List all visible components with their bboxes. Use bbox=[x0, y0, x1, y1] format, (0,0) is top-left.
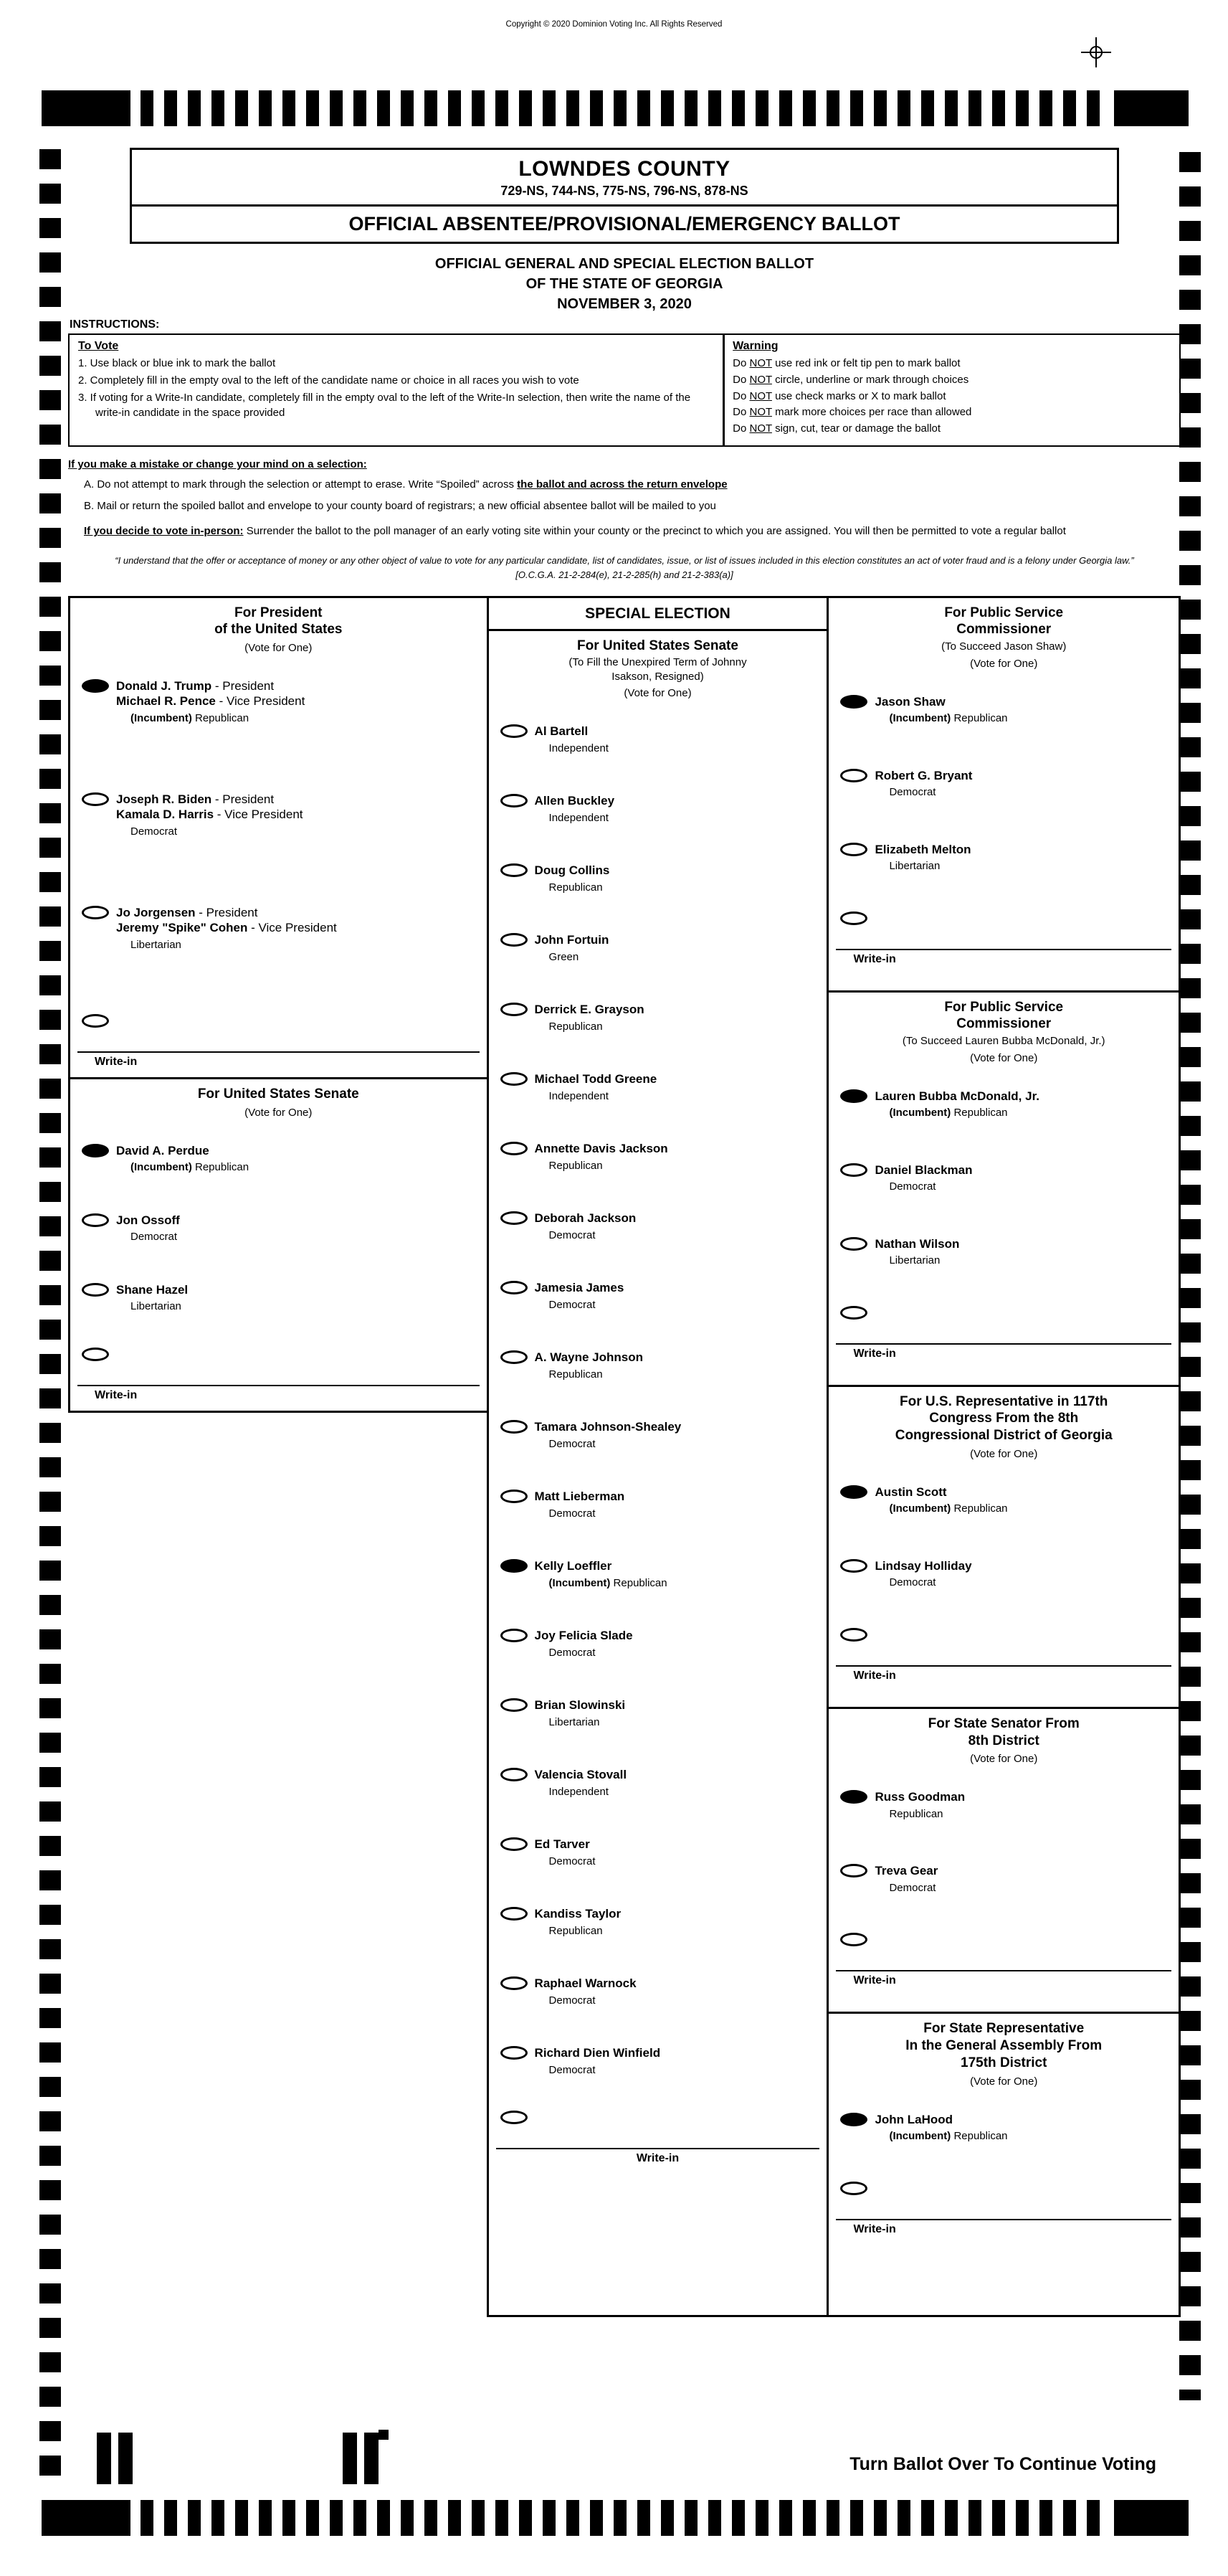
race-title: In the General Assembly From bbox=[905, 2038, 1103, 2054]
write-in-line[interactable] bbox=[496, 2148, 820, 2149]
write-in-line[interactable] bbox=[836, 1665, 1171, 1667]
write-in-oval[interactable] bbox=[840, 911, 867, 925]
print-mark-square bbox=[379, 2430, 389, 2440]
race-psc-shaw bbox=[829, 598, 1179, 990]
race-header bbox=[70, 1079, 487, 1126]
to-vote-title: To Vote bbox=[78, 340, 119, 352]
race-title: 8th District bbox=[968, 1733, 1039, 1748]
instructions-label: INSTRUCTIONS: bbox=[70, 318, 160, 331]
race-state-senate-8th bbox=[829, 1707, 1179, 2012]
candidate-party: Democrat bbox=[548, 1646, 596, 1659]
ballot-type-box: OFFICIAL ABSENTEE/PROVISIONAL/EMERGENCY BALLOT bbox=[130, 207, 1119, 244]
ballot-oval[interactable] bbox=[840, 695, 867, 709]
election-subtitle: OF THE STATE OF GEORGIA bbox=[525, 276, 723, 292]
ballot-oval[interactable] bbox=[500, 1350, 528, 1364]
candidate-party: Republican bbox=[548, 1159, 603, 1172]
race-subtitle: (To Succeed Lauren Bubba McDonald, Jr.) bbox=[902, 1035, 1105, 1048]
candidate-row bbox=[489, 1472, 827, 1541]
race-title: Commissioner bbox=[956, 622, 1052, 638]
print-mark-bars bbox=[97, 2433, 133, 2484]
write-in-label: Write-in bbox=[853, 1347, 896, 1360]
candidate-party: Libertarian bbox=[548, 1715, 600, 1728]
warning-item: Do NOT sign, cut, tear or damage the ballot bbox=[733, 422, 941, 435]
candidate-row bbox=[829, 1846, 1179, 1920]
candidate-name: Michael Todd Greene bbox=[534, 1072, 657, 1086]
ballot-oval[interactable] bbox=[500, 2046, 528, 2060]
candidate-name: Jason Shaw bbox=[875, 694, 946, 709]
ballot-oval[interactable] bbox=[500, 1629, 528, 1642]
ballot-oval[interactable] bbox=[840, 1559, 867, 1573]
candidate-row bbox=[489, 776, 827, 846]
candidate-party: Independent bbox=[548, 1089, 609, 1102]
warning-box bbox=[723, 333, 1181, 447]
warning-item: Do NOT circle, underline or mark through choices bbox=[733, 373, 969, 386]
ballot-oval[interactable] bbox=[500, 1698, 528, 1712]
candidate-row bbox=[829, 825, 1179, 899]
candidate-row bbox=[489, 1402, 827, 1472]
vote-for-note: (Vote for One) bbox=[970, 1753, 1038, 1766]
write-in-label: Write-in bbox=[853, 1669, 896, 1682]
print-mark-bar bbox=[364, 2433, 379, 2484]
ballot-column-2 bbox=[487, 596, 827, 2317]
print-mark-bars bbox=[343, 2433, 379, 2484]
candidate-row bbox=[489, 2028, 827, 2098]
candidate-party: Libertarian bbox=[889, 859, 941, 872]
write-in-block bbox=[489, 2098, 827, 2174]
timing-marks bbox=[141, 90, 1104, 126]
candidate-name: Doug Collins bbox=[534, 863, 610, 878]
write-in-line[interactable] bbox=[836, 949, 1171, 950]
ballot-column-1 bbox=[68, 596, 487, 2317]
candidate-row bbox=[829, 1772, 1179, 1846]
write-in-label: Write-in bbox=[95, 1056, 138, 1069]
write-in-label: Write-in bbox=[853, 952, 896, 965]
ballot-column-3 bbox=[827, 596, 1181, 2317]
candidate-party: (Incumbent) Republican bbox=[130, 1161, 249, 1174]
candidate-row bbox=[829, 1541, 1179, 1615]
timing-bar bbox=[42, 2500, 130, 2536]
candidate-name: Austin Scott bbox=[875, 1484, 947, 1499]
candidate-party: Democrat bbox=[548, 1994, 596, 2007]
timing-marks-right bbox=[1179, 152, 1201, 2400]
mistake-item-a: A. Do not attempt to mark through the selection or attempt to erase. Write “Spoiled” across the ballot and across the return envelope bbox=[84, 478, 728, 491]
write-in-block bbox=[829, 1920, 1179, 2012]
warning-item: Do NOT mark more choices per race than allowed bbox=[733, 406, 972, 419]
ballot-oval[interactable] bbox=[500, 1003, 528, 1016]
candidate-name: Donald J. Trump - President bbox=[116, 679, 275, 693]
candidate-row bbox=[489, 1680, 827, 1750]
candidate-row bbox=[489, 846, 827, 915]
candidate-name: Jo Jorgensen - President bbox=[116, 906, 258, 920]
candidate-party: Democrat bbox=[548, 1855, 596, 1867]
race-title: Commissioner bbox=[956, 1016, 1052, 1032]
turn-ballot-over-text: Turn Ballot Over To Continue Voting bbox=[849, 2454, 1156, 2474]
candidate-name: A. Wayne Johnson bbox=[534, 1350, 643, 1365]
timing-marks-top bbox=[42, 90, 1189, 126]
print-mark-bar bbox=[97, 2433, 111, 2484]
write-in-line[interactable] bbox=[77, 1385, 480, 1386]
candidate-name: Treva Gear bbox=[875, 1864, 938, 1878]
write-in-block bbox=[70, 1335, 487, 1411]
vote-for-note: (Vote for One) bbox=[970, 1447, 1038, 1460]
print-mark-bar bbox=[343, 2433, 357, 2484]
candidate-row bbox=[489, 915, 827, 985]
ballot-oval[interactable] bbox=[500, 1907, 528, 1921]
candidate-party: Republican bbox=[548, 881, 603, 894]
candidate-row bbox=[70, 888, 487, 1001]
legal-notice: “I understand that the offer or acceptance of money or any other object of value to vote for any particular candidate, list of candidates, issue, or list of issues included in this election constitutes an act of voter fraud and is a felony under Georgia law.” [O.C.G.A. 21-2-284(e), 21-2-285(h) and 21-2-383(a)] bbox=[115, 555, 1134, 581]
candidate-row bbox=[489, 1959, 827, 2028]
candidate-name: Kandiss Taylor bbox=[534, 1907, 622, 1921]
candidate-party: Democrat bbox=[130, 1231, 178, 1244]
race-title: For President bbox=[234, 605, 323, 620]
warning-title: Warning bbox=[733, 340, 779, 352]
candidate-party: (Incumbent) Republican bbox=[548, 1576, 667, 1589]
candidate-row bbox=[489, 1054, 827, 1124]
candidate-party: (Incumbent) Republican bbox=[889, 1502, 1008, 1515]
mistake-heading: If you make a mistake or change your mind on a selection: bbox=[68, 458, 367, 470]
in-person-heading: If you decide to vote in-person: bbox=[84, 525, 244, 538]
vote-for-note: (Vote for One) bbox=[970, 657, 1038, 670]
ballot-oval[interactable] bbox=[82, 1213, 109, 1227]
print-mark-bar bbox=[118, 2433, 133, 2484]
candidate-name: Jamesia James bbox=[534, 1281, 624, 1295]
write-in-block bbox=[70, 1001, 487, 1077]
race-header bbox=[489, 631, 827, 707]
write-in-oval[interactable] bbox=[82, 1348, 109, 1361]
candidate-party: Democrat bbox=[889, 1576, 936, 1589]
ballot-oval[interactable] bbox=[500, 794, 528, 808]
ballot-oval[interactable] bbox=[500, 1072, 528, 1086]
candidate-party: Libertarian bbox=[130, 1300, 181, 1313]
candidate-party: Democrat bbox=[889, 785, 936, 798]
candidate-row bbox=[829, 1145, 1179, 1219]
race-psc-mcdonald bbox=[829, 990, 1179, 1385]
write-in-block bbox=[829, 2169, 1179, 2260]
vote-for-note: (Vote for One) bbox=[244, 642, 313, 655]
race-header bbox=[70, 598, 487, 662]
running-mate-name: Michael R. Pence - Vice President bbox=[116, 694, 305, 709]
in-person-text: Surrender the ballot to the poll manager of an early voting site within your county or the precinct to which you are assigned. You will then be permitted to vote a regular ballot bbox=[243, 525, 1066, 538]
candidate-row bbox=[829, 2095, 1179, 2169]
race-subtitle: (To Succeed Jason Shaw) bbox=[941, 640, 1067, 653]
candidate-row bbox=[829, 677, 1179, 751]
ballot-content bbox=[68, 148, 1181, 2317]
race-us-senate bbox=[70, 1077, 487, 1411]
ballot-oval[interactable] bbox=[500, 933, 528, 947]
ballot-oval[interactable] bbox=[500, 724, 528, 738]
candidate-party: Democrat bbox=[548, 1298, 596, 1311]
write-in-line[interactable] bbox=[77, 1051, 480, 1053]
vote-for-note: (Vote for One) bbox=[624, 687, 692, 700]
candidate-name: Tamara Johnson-Shealey bbox=[534, 1420, 682, 1434]
candidate-party: Republican bbox=[889, 1807, 943, 1820]
race-header bbox=[829, 1387, 1179, 1467]
write-in-oval[interactable] bbox=[840, 1306, 867, 1320]
candidate-name: Daniel Blackman bbox=[875, 1162, 973, 1177]
warning-item: Do NOT use check marks or X to mark ballot bbox=[733, 389, 946, 402]
candidate-row bbox=[829, 1219, 1179, 1293]
candidate-row bbox=[70, 1126, 487, 1195]
candidate-party: Democrat bbox=[889, 1881, 936, 1894]
candidate-party: Republican bbox=[548, 1020, 603, 1033]
election-title-block bbox=[68, 254, 1181, 314]
race-subtitle: Isakson, Resigned) bbox=[611, 670, 704, 683]
race-title: For State Senator From bbox=[928, 1715, 1080, 1731]
race-president bbox=[70, 598, 487, 1078]
candidate-name: Shane Hazel bbox=[116, 1282, 189, 1297]
ballot-oval[interactable] bbox=[840, 769, 867, 782]
to-vote-item: 2. Completely fill in the empty oval to the left of the candidate name or choice in all races you wish to vote bbox=[78, 374, 579, 387]
candidate-name: Allen Buckley bbox=[534, 794, 615, 808]
candidate-name: Robert G. Bryant bbox=[875, 768, 973, 782]
ballot-oval[interactable] bbox=[500, 1420, 528, 1434]
to-vote-box bbox=[68, 333, 725, 447]
candidate-name: Derrick E. Grayson bbox=[534, 1003, 644, 1017]
race-title: Congress From the 8th bbox=[929, 1411, 1079, 1426]
candidate-name: Kelly Loeffler bbox=[534, 1559, 612, 1573]
running-mate-name: Jeremy "Spike" Cohen - Vice President bbox=[116, 921, 337, 935]
timing-marks-left bbox=[39, 149, 61, 2483]
candidate-name: Brian Slowinski bbox=[534, 1698, 626, 1713]
write-in-oval[interactable] bbox=[840, 1933, 867, 1946]
candidate-row bbox=[829, 1071, 1179, 1145]
vote-for-note: (Vote for One) bbox=[244, 1106, 313, 1119]
write-in-label: Write-in bbox=[636, 2152, 680, 2165]
ballot-oval[interactable] bbox=[500, 1768, 528, 1781]
candidate-party: (Incumbent) Republican bbox=[889, 1106, 1008, 1119]
ballot-oval[interactable] bbox=[82, 1144, 109, 1157]
candidate-party: Democrat bbox=[548, 1437, 596, 1450]
ballot-oval[interactable] bbox=[82, 906, 109, 919]
candidate-row bbox=[70, 661, 487, 775]
precinct-list: 729-NS, 744-NS, 775-NS, 796-NS, 878-NS bbox=[500, 184, 748, 198]
candidate-row bbox=[829, 751, 1179, 825]
write-in-block bbox=[829, 899, 1179, 990]
ballot-oval[interactable] bbox=[840, 2113, 867, 2126]
race-header bbox=[829, 993, 1179, 1071]
ballot-columns bbox=[68, 596, 1181, 2317]
ballot-oval[interactable] bbox=[500, 1559, 528, 1573]
race-header bbox=[829, 598, 1179, 677]
candidate-row bbox=[489, 1193, 827, 1263]
ballot-oval[interactable] bbox=[500, 1211, 528, 1225]
race-title: For Public Service bbox=[944, 999, 1064, 1015]
candidate-party: Libertarian bbox=[889, 1254, 941, 1266]
candidate-row bbox=[489, 706, 827, 776]
candidate-row bbox=[489, 985, 827, 1054]
write-in-block bbox=[829, 1615, 1179, 1707]
candidate-row bbox=[489, 1750, 827, 1819]
candidate-party: Democrat bbox=[548, 1228, 596, 1241]
candidate-party: Independent bbox=[548, 742, 609, 754]
candidate-row bbox=[70, 1195, 487, 1265]
candidate-name: Matt Lieberman bbox=[534, 1490, 625, 1504]
write-in-oval[interactable] bbox=[500, 2111, 528, 2124]
write-in-line[interactable] bbox=[836, 1343, 1171, 1345]
vote-for-note: (Vote for One) bbox=[970, 2075, 1038, 2088]
write-in-oval[interactable] bbox=[82, 1014, 109, 1028]
race-title: of the United States bbox=[214, 622, 343, 638]
write-in-oval[interactable] bbox=[840, 1628, 867, 1642]
candidate-party: (Incumbent) Republican bbox=[889, 711, 1008, 724]
race-us-rep-8th bbox=[829, 1385, 1179, 1707]
candidate-name: Joseph R. Biden - President bbox=[116, 792, 275, 807]
candidate-row bbox=[829, 1467, 1179, 1541]
candidate-name: Raphael Warnock bbox=[534, 1976, 637, 1991]
candidate-name: Lauren Bubba McDonald, Jr. bbox=[875, 1089, 1039, 1103]
in-person-section bbox=[84, 524, 1085, 539]
race-state-rep-175th bbox=[829, 2012, 1179, 2260]
candidate-party: (Incumbent) Republican bbox=[130, 711, 249, 724]
ballot-oval[interactable] bbox=[840, 1485, 867, 1499]
candidate-name: Annette Davis Jackson bbox=[534, 1142, 668, 1156]
ballot-oval[interactable] bbox=[500, 1976, 528, 1990]
candidate-row bbox=[489, 1889, 827, 1959]
race-header bbox=[829, 2014, 1179, 2094]
to-vote-item: 3. If voting for a Write-In candidate, completely fill in the empty oval to the left of the Write-In selection, then write the name of the write-in candidate in the space provided bbox=[78, 391, 691, 420]
candidate-party: Independent bbox=[548, 1785, 609, 1798]
write-in-line[interactable] bbox=[836, 1970, 1171, 1971]
timing-marks-bottom bbox=[42, 2500, 1189, 2536]
ballot-oval[interactable] bbox=[840, 1237, 867, 1251]
write-in-line[interactable] bbox=[836, 2219, 1171, 2220]
candidate-party: Republican bbox=[548, 1368, 603, 1381]
candidate-name: Al Bartell bbox=[534, 724, 589, 739]
write-in-label: Write-in bbox=[853, 2222, 896, 2235]
candidate-name: Nathan Wilson bbox=[875, 1236, 960, 1251]
candidate-name: John LaHood bbox=[875, 2112, 953, 2126]
ballot-oval[interactable] bbox=[82, 792, 109, 806]
copyright-line: Copyright © 2020 Dominion Voting Inc. All Rights Reserved bbox=[505, 20, 723, 29]
election-date: NOVEMBER 3, 2020 bbox=[557, 296, 692, 312]
race-subtitle: (To Fill the Unexpired Term of Johnny bbox=[568, 656, 747, 669]
candidate-row bbox=[70, 1265, 487, 1335]
ballot-oval[interactable] bbox=[500, 1837, 528, 1851]
timing-bar bbox=[1114, 90, 1189, 126]
to-vote-item: 1. Use black or blue ink to mark the ballot bbox=[78, 357, 276, 369]
warning-item: Do NOT use red ink or felt tip pen to mark ballot bbox=[733, 357, 961, 369]
write-in-block bbox=[829, 1293, 1179, 1385]
election-title: OFFICIAL GENERAL AND SPECIAL ELECTION BALLOT bbox=[434, 256, 814, 272]
candidate-name: Jon Ossoff bbox=[116, 1213, 180, 1227]
candidate-name: David A. Perdue bbox=[116, 1143, 209, 1157]
candidate-row bbox=[489, 1541, 827, 1611]
candidate-name: John Fortuin bbox=[534, 933, 609, 947]
mistake-item-b: B. Mail or return the spoiled ballot and envelope to your county board of registrars; a new official absentee ballot will be mailed to you bbox=[84, 499, 716, 512]
candidate-name: Joy Felicia Slade bbox=[534, 1629, 633, 1643]
ballot-oval[interactable] bbox=[500, 863, 528, 877]
candidate-name: Lindsay Holliday bbox=[875, 1558, 972, 1573]
race-title: For State Representative bbox=[923, 2021, 1085, 2037]
candidate-name: Richard Dien Winfield bbox=[534, 2046, 661, 2060]
race-title: For United States Senate bbox=[197, 1086, 359, 1102]
race-header bbox=[829, 1709, 1179, 1773]
candidate-row bbox=[489, 1263, 827, 1332]
candidate-party: (Incumbent) Republican bbox=[889, 2129, 1008, 2142]
candidate-row bbox=[489, 1124, 827, 1193]
race-title: Congressional District of Georgia bbox=[895, 1428, 1113, 1444]
timing-bar bbox=[42, 90, 130, 126]
ballot-oval[interactable] bbox=[840, 1864, 867, 1877]
registration-crosshair-icon bbox=[1080, 36, 1113, 72]
candidate-row bbox=[489, 1611, 827, 1680]
candidate-party: Independent bbox=[548, 811, 609, 824]
ballot-oval[interactable] bbox=[840, 1163, 867, 1177]
special-election-header: SPECIAL ELECTION bbox=[489, 598, 827, 631]
candidate-party: Democrat bbox=[130, 825, 178, 838]
candidate-name: Elizabeth Melton bbox=[875, 842, 971, 856]
mistake-section bbox=[68, 458, 1181, 514]
write-in-label: Write-in bbox=[853, 1974, 896, 1987]
candidate-party: Libertarian bbox=[130, 938, 181, 951]
race-title: 175th District bbox=[961, 2055, 1047, 2070]
ballot-oval[interactable] bbox=[840, 843, 867, 856]
candidate-party: Democrat bbox=[548, 2063, 596, 2076]
race-title: For Public Service bbox=[944, 605, 1064, 620]
candidate-row bbox=[70, 775, 487, 888]
race-special-us-senate bbox=[489, 631, 827, 2174]
ballot-oval[interactable] bbox=[82, 1283, 109, 1297]
race-title: For United States Senate bbox=[577, 638, 738, 653]
county-header-box bbox=[130, 148, 1119, 207]
instructions-boxes bbox=[68, 333, 1181, 447]
candidate-party: Republican bbox=[548, 1924, 603, 1937]
candidate-name: Valencia Stovall bbox=[534, 1768, 627, 1782]
ballot-oval[interactable] bbox=[840, 1790, 867, 1804]
candidate-row bbox=[489, 1332, 827, 1402]
candidate-name: Ed Tarver bbox=[534, 1837, 590, 1852]
ballot-oval[interactable] bbox=[840, 1089, 867, 1103]
candidate-row bbox=[489, 1819, 827, 1889]
candidate-name: Russ Goodman bbox=[875, 1790, 966, 1804]
ballot-oval[interactable] bbox=[500, 1142, 528, 1155]
ballot-oval[interactable] bbox=[500, 1281, 528, 1294]
candidate-party: Democrat bbox=[889, 1180, 936, 1193]
timing-bar bbox=[1114, 2500, 1189, 2536]
ballot-oval[interactable] bbox=[500, 1490, 528, 1503]
candidate-party: Democrat bbox=[548, 1507, 596, 1520]
running-mate-name: Kamala D. Harris - Vice President bbox=[116, 808, 303, 822]
county-name: LOWNDES COUNTY bbox=[518, 157, 730, 181]
write-in-oval[interactable] bbox=[840, 2182, 867, 2195]
vote-for-note: (Vote for One) bbox=[970, 1051, 1038, 1064]
candidate-name: Deborah Jackson bbox=[534, 1211, 637, 1226]
write-in-label: Write-in bbox=[95, 1388, 138, 1401]
candidate-party: Green bbox=[548, 950, 579, 963]
timing-marks bbox=[141, 2500, 1104, 2536]
ballot-oval[interactable] bbox=[82, 679, 109, 693]
race-title: For U.S. Representative in 117th bbox=[900, 1393, 1108, 1409]
